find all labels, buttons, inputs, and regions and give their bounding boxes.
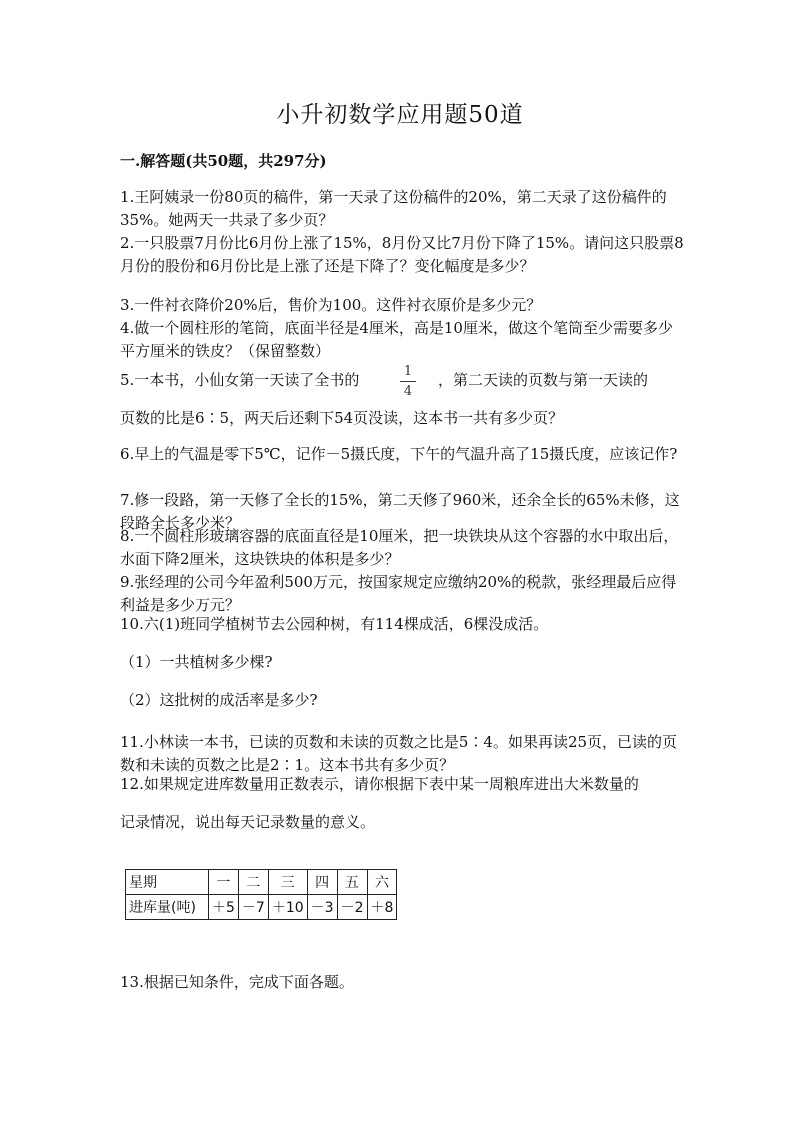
question-2: 2.一只股票7月份比6月份上涨了15%，8月份又比7月份下降了15%。请问这只股票8月份的股份和6月份比是上涨了还是下降了？变化幅度是多少？ — [120, 234, 684, 275]
table-cell: 六 — [367, 870, 397, 895]
table-row — [126, 895, 397, 920]
question-3: 3.一件衬衣降价20%后，售价为100。这件衬衣原价是多少元？ — [120, 296, 542, 314]
question-7: 7.修一段路，第一天修了全长的15%，第二天修了960米，还余全长的65%未修，这段路全长多少米？ — [120, 491, 680, 532]
question-10: 10.六(1)班同学植树节去公园种树，有114棵成活，6棵没成活。 — [120, 615, 549, 633]
table-cell: 三 — [268, 870, 307, 895]
page-title: 小升初数学应用题50道 — [276, 102, 524, 128]
question-5-part-b: ，第二天读的页数与第一天读的 — [438, 371, 649, 389]
table-header-cell: 进库量(吨) — [126, 895, 209, 920]
question-10-sub-2: （2）这批树的成活率是多少? — [120, 691, 318, 709]
question-13: 13.根据已知条件，完成下面各题。 — [120, 973, 354, 991]
question-11: 11.小林读一本书，已读的页数和未读的页数之比是5∶4。如果再读25页，已读的页数和未读的页数之比是2∶1。这本书共有多少页？ — [120, 733, 678, 774]
table-cell: ＋8 — [367, 895, 397, 920]
table-header-cell: 星期 — [126, 870, 209, 895]
fraction-denominator: 4 — [403, 384, 413, 399]
question-4: 4.做一个圆柱形的笔筒，底面半径是4厘米，高是10厘米，做这个笔筒至少需要多少平方厘米的铁皮？（保留整数） — [120, 319, 673, 360]
table-cell: 四 — [307, 870, 337, 895]
question-12-part-b: 记录情况，说出每天记录数量的意义。 — [120, 813, 376, 831]
question-8: 8.一个圆柱形玻璃容器的底面直径是10厘米，把一块铁块从这个容器的水中取出后，水面下降2厘米，这块铁块的体积是多少？ — [120, 527, 679, 568]
fraction-numerator: 1 — [403, 364, 413, 379]
question-1: 1.王阿姨录一份80页的稿件，第一天录了这份稿件的20%，第二天录了这份稿件的35%。她两天一共录了多少页？ — [120, 188, 667, 229]
question-6: 6.早上的气温是零下5℃，记作－5摄氏度，下午的气温升高了15摄氏度，应该记作? — [120, 445, 678, 463]
fraction-one-quarter — [398, 364, 418, 399]
table-cell: ＋10 — [268, 895, 307, 920]
section-heading: 一.解答题(共50题，共297分) — [120, 152, 327, 170]
question-5-part-c: 页数的比是6∶5，两天后还剩下54页没读，这本书一共有多少页？ — [120, 409, 564, 427]
question-12-part-a: 12.如果规定进库数量用正数表示，请你根据下表中某一周粮库进出大米数量的 — [120, 775, 639, 793]
question-10-sub-1: （1）一共植树多少棵? — [120, 653, 273, 671]
table-cell: 二 — [238, 870, 268, 895]
table-cell: －3 — [307, 895, 337, 920]
table-cell: ＋5 — [209, 895, 239, 920]
question-5-part-a: 5.一本书，小仙女第一天读了全书的 — [120, 371, 360, 389]
table-row — [126, 870, 397, 895]
table-cell: －2 — [337, 895, 367, 920]
table-cell: 五 — [337, 870, 367, 895]
question-9: 9.张经理的公司今年盈利500万元，按国家规定应缴纳20%的税款，张经理最后应得利益是多少万元？ — [120, 573, 677, 614]
table-cell: －7 — [238, 895, 268, 920]
rice-record-table — [125, 869, 397, 920]
table-cell: 一 — [209, 870, 239, 895]
fraction-bar — [400, 381, 416, 382]
